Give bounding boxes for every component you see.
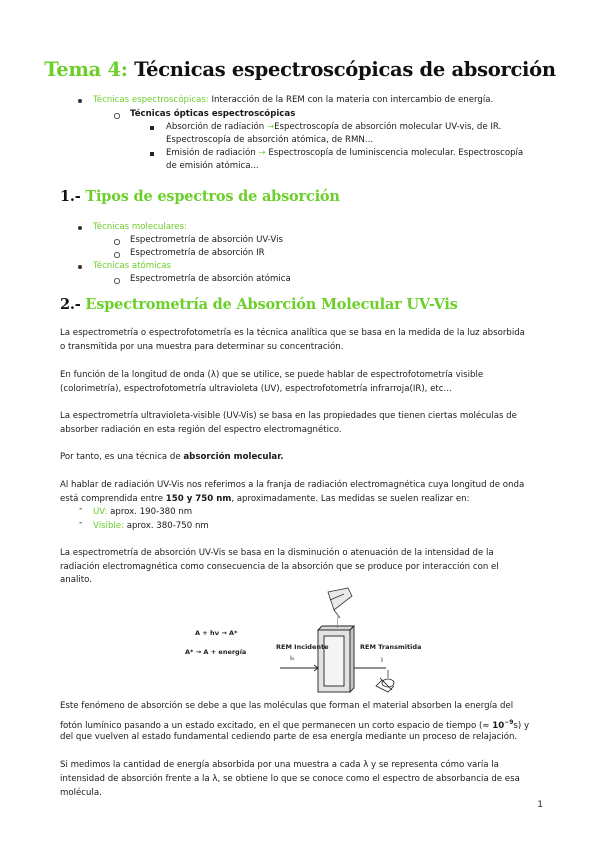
intro-bullet-4-cont: de emisión atómica... [166,161,259,171]
transmitted-label: REM Transmitida [360,643,422,651]
paragraph-line: del que vuelven al estado fundamental cediendo parte de esa energía mediante un proceso de relajación. [60,732,518,742]
paragraph-line: La espectrometría de absorción UV-Vis se basa en la disminución o atenuación de la intensidad de la [60,548,494,558]
paragraph-line: absorber radiación en esta región del espectro electromagnético. [60,425,342,435]
list-item: Espectrometría de absorción UV-Vis [130,235,283,245]
paragraph-line: molécula. [60,788,102,798]
incident-symbol: I₀ [290,654,295,662]
cuvette-diagram-icon [180,586,420,698]
paragraph-line: analito. [60,575,92,585]
intro-bullet-2: Técnicas ópticas espectroscópicas [130,109,296,119]
transmitted-symbol: I [381,656,383,664]
paragraph-line: intensidad de absorción frente a la λ, se obtiene lo que se conoce como el espectro de absorbancia de esa [60,774,520,784]
paragraph-line: radiación electromagnética como consecuencia de la absorción que se produce por interacción con el [60,562,499,572]
intro-bullet-3: Absorción de radiación →Espectroscopía de absorción molecular UV-vis, de IR. [166,122,502,132]
paragraph-line: Por tanto, es una técnica de absorción molecular. [60,452,284,462]
incident-label: REM Incidente [276,643,329,651]
intro-bullet-3-cont: Espectroscopía de absorción atómica, de RMN... [166,135,374,145]
paragraph-line: Si medimos la cantidad de energía absorbida por una muestra a cada λ y se representa cómo varía la [60,760,499,770]
title-number: Tema 4: [44,58,128,81]
paragraph-line: está comprendida entre 150 y 750 nm, aproximadamente. Las medidas se suelen realizar en: [60,494,470,504]
intro-bullet-1: Técnicas espectroscópicas: Interacción de la REM con la materia con intercambio de energía. [93,95,494,105]
page-number: 1 [537,800,543,810]
paragraph-line: La espectrometría o espectrofotometría es la técnica analítica que se basa en la medida de la luz absorbida [60,328,525,338]
bullet-icon [78,226,82,230]
paragraph-line: Este fenómeno de absorción se debe a que las moléculas que forman el material absorben la energía del [60,701,514,711]
section-1-heading: 1.- Tipos de espectros de absorción [60,188,340,205]
list-item: Espectrometría de absorción IR [130,248,265,258]
list-item: Espectrometría de absorción atómica [130,274,291,284]
equation-relaxation: A* → A + energía [185,648,247,656]
uv-range: UV: aprox. 190-380 nm [93,507,193,517]
molecular-techniques-label: Técnicas moleculares: [93,222,187,232]
paragraph-line: fotón lumínico pasando a un estado excitado, en el que permanecen un corto espacio de tiempo (≈ $10^{-9}s$) y [60,719,530,731]
paragraph-line: La espectrometría ultravioleta-visible (UV-Vis) se basa en las propiedades que tienen ciertas moléculas de [60,411,517,421]
visible-range: Visible: aprox. 380-750 nm [93,521,209,531]
bullet-circle-icon [114,252,120,258]
bullet-circle-icon [114,278,120,284]
bullet-icon [78,265,82,269]
bullet-icon [78,99,82,103]
dash-bullet-icon: - [79,518,83,528]
page-title [0,58,600,81]
paragraph-line: Al hablar de radiación UV-Vis nos referimos a la franja de radiación electromagnética cuya longitud de onda [60,480,525,490]
bullet-square-icon [150,126,154,130]
atomic-techniques-label: Técnicas atómicas [93,261,171,271]
section-2-heading: 2.- Espectrometría de Absorción Molecular UV-Vis [60,296,458,313]
intro-bullet-4: Emisión de radiación → Espectroscopía de luminiscencia molecular. Espectroscopía [166,148,524,158]
bullet-square-icon [150,152,154,156]
equation-excitation: A + hν → A* [195,629,238,637]
title-text: Técnicas espectroscópicas de absorción [127,58,556,81]
paragraph-line: En función de la longitud de onda (λ) que se utilice, se puede hablar de espectrofotometría visible [60,370,484,380]
paragraph-line: o transmitida por una muestra para determinar su concentración. [60,342,344,352]
dash-bullet-icon: - [79,504,83,514]
absorption-figure [180,586,420,698]
paragraph-line: (colorimetría), espectrofotometría ultravioleta (UV), espectrofotometría infrarroja(IR), etc... [60,384,452,394]
bullet-circle-icon [114,239,120,245]
bullet-circle-icon [114,113,120,119]
